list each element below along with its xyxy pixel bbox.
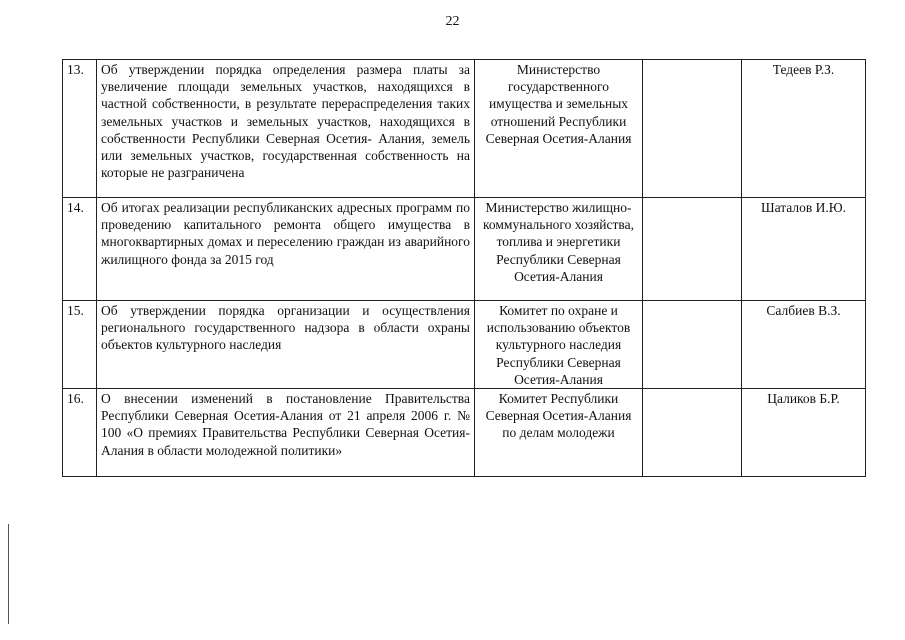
- row-department: Министерство государственного имущества и земельных отношений Республики Северная Осетия-Алания: [475, 60, 643, 198]
- row-empty-cell: [643, 301, 742, 389]
- table-row: [63, 60, 866, 198]
- table-row: [63, 198, 866, 301]
- row-department: Министерство жилищно-коммунального хозяйства, топлива и энергетики Республики Северная Осетия-Алания: [475, 198, 643, 301]
- row-responsible: Тедеев Р.З.: [742, 60, 866, 198]
- row-department: Комитет по охране и использованию объектов культурного наследия Республики Северная Осетия-Алания: [475, 301, 643, 389]
- row-title-text: Об утверждении порядка организации и осуществления регионального государственного надзора в области охраны объектов культурного наследия: [101, 303, 470, 353]
- row-number: 13.: [63, 60, 97, 198]
- row-title: [97, 60, 475, 198]
- table-row: [63, 301, 866, 389]
- row-empty-cell: [643, 389, 742, 477]
- row-title-text: Об итогах реализации республиканских адресных программ по проведению капитального ремонта общего имущества в многоквартирных домах и переселению граждан из аварийного жилищного фонда за 2015 год: [101, 200, 470, 267]
- row-title-text: О внесении изменений в постановление Правительства Республики Северная Осетия-Алания от 21 апреля 2006 г. № 100 «О премиях Правительства Республики Северная Осетия- Алания в области молодежной политики»: [101, 391, 470, 458]
- row-department: Комитет Республики Северная Осетия-Алания по делам молодежи: [475, 389, 643, 477]
- page-number: 22: [445, 14, 460, 29]
- row-number: 14.: [63, 198, 97, 301]
- row-responsible: Цаликов Б.Р.: [742, 389, 866, 477]
- row-title-text: Об утверждении порядка определения размера платы за увеличение площади земельных участков, находящихся в частной собственности, в результате перераспределения таких земельных участков и земельных участков, находящихся в собственности Республики Северная Осетия- Алания, земель или земельных участков, государственная собственность на которые не разграничена: [101, 62, 470, 181]
- table-row: [63, 389, 866, 477]
- row-number: 16.: [63, 389, 97, 477]
- row-title: [97, 389, 475, 477]
- row-title: [97, 301, 475, 389]
- row-title: [97, 198, 475, 301]
- row-responsible: Салбиев В.З.: [742, 301, 866, 389]
- row-number: 15.: [63, 301, 97, 389]
- row-empty-cell: [643, 60, 742, 198]
- agenda-table: [62, 59, 866, 477]
- row-responsible: Шаталов И.Ю.: [742, 198, 866, 301]
- scan-margin-line: [8, 524, 9, 624]
- row-empty-cell: [643, 198, 742, 301]
